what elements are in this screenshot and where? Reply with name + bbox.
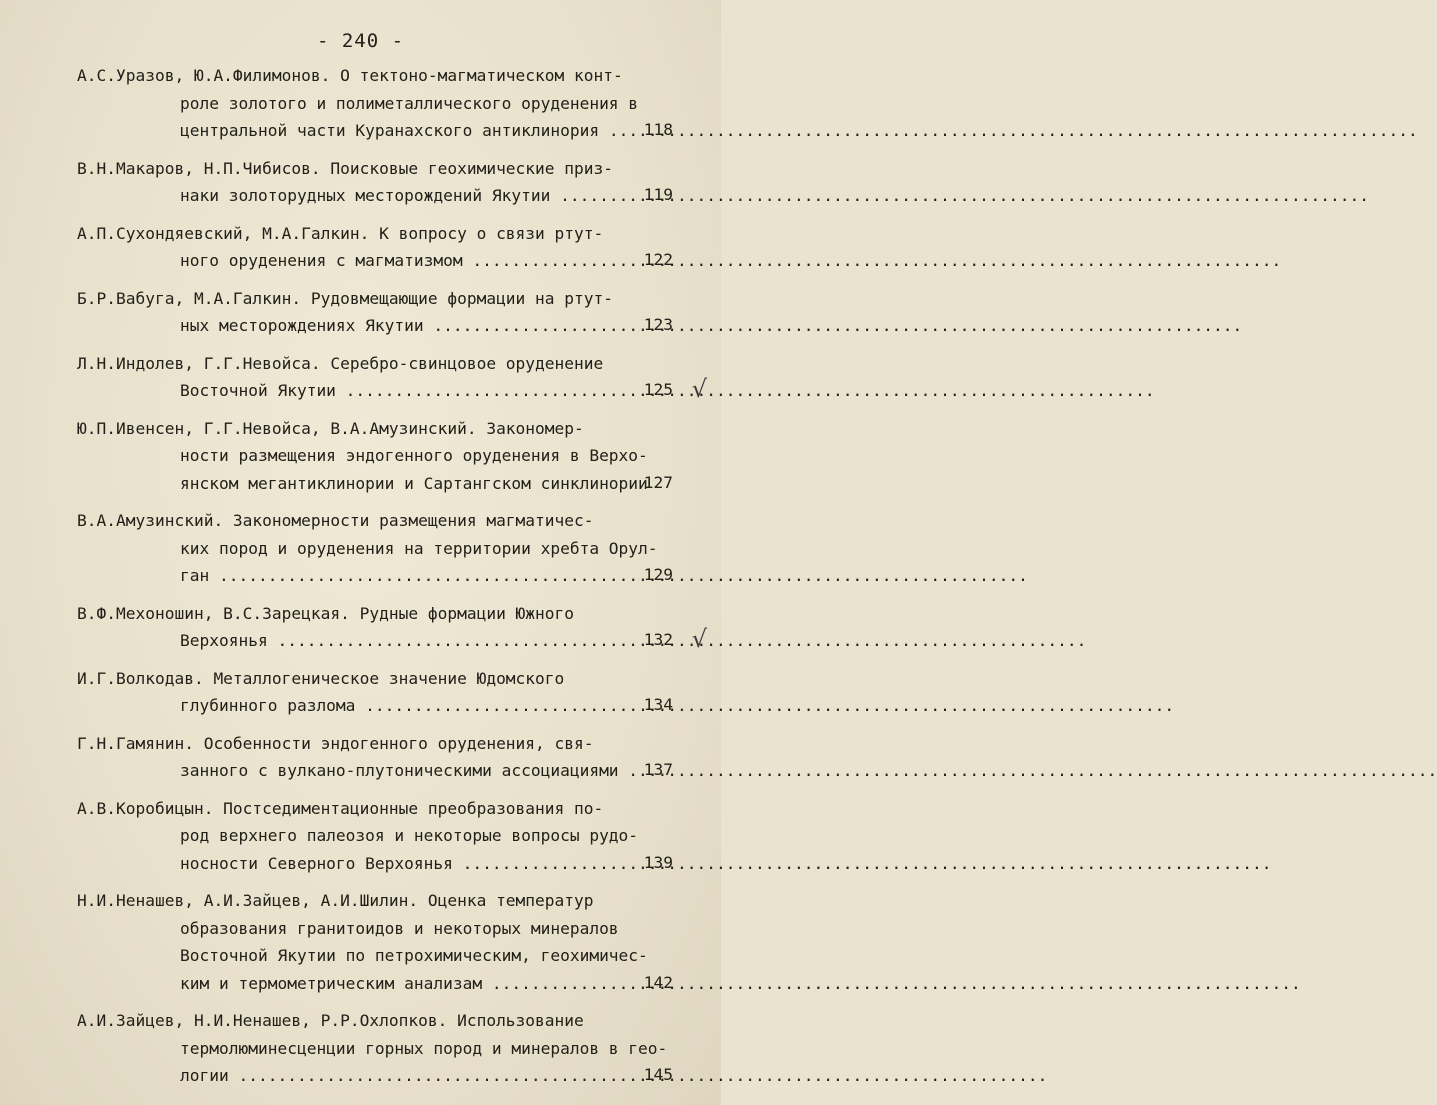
entry-page-number: 145 bbox=[643, 1065, 673, 1084]
entry-line: Г.Н.Гамянин. Особенности эндогенного оруденения, свя- bbox=[77, 733, 594, 753]
entry-page-number: 142 bbox=[643, 972, 673, 992]
entry-page-number: 132 bbox=[643, 630, 673, 649]
entry-line: Н.И.Ненашев, А.И.Зайцев, А.И.Шилин. Оценка температур bbox=[77, 891, 594, 910]
entry-line: Восточной Якутии по петрохимическим, геохимичес- bbox=[180, 946, 648, 965]
entry-page-number: 134 bbox=[643, 695, 673, 714]
handwritten-check-mark: √ bbox=[691, 624, 707, 653]
entry-line-last: Верхоянья ..... bbox=[77, 627, 617, 655]
entry-line-last: логии ..... bbox=[77, 1062, 617, 1090]
entry-line-last: наки золоторудных месторождений Якутии ..... bbox=[77, 182, 617, 210]
entry-page-number: 118 bbox=[643, 120, 673, 139]
toc-entry-3 bbox=[77, 220, 677, 275]
entry-line: ких пород и оруденения на территории хребта Орул- bbox=[180, 538, 658, 558]
entry-line-last: глубинного разлома ..... bbox=[77, 692, 617, 720]
entry-line: род верхнего палеозоя и некоторые вопросы рудо- bbox=[180, 826, 639, 845]
entry-line-last: ных месторождениях Якутии ..... bbox=[77, 312, 617, 340]
entry-page-number: 123 bbox=[643, 315, 673, 334]
toc-entry-12 bbox=[77, 887, 677, 997]
entry-page-number: 125 bbox=[643, 380, 673, 399]
entry-line: образования гранитоидов и некоторых минералов bbox=[180, 918, 619, 938]
toc-entry-4 bbox=[77, 285, 677, 340]
entry-line: Б.Р.Вабуга, М.А.Галкин. Рудовмещающие формации на ртут- bbox=[77, 288, 614, 308]
entry-line: Л.Н.Индолев, Г.Г.Невойса. Серебро-свинцовое оруденение bbox=[77, 353, 604, 373]
toc-entry-1 bbox=[77, 62, 677, 145]
toc-entry-5 bbox=[77, 350, 707, 405]
entry-line: И.Г.Волкодав. Металлогеническое значение Юдомского bbox=[77, 668, 565, 688]
table-of-contents bbox=[77, 62, 707, 1100]
toc-entry-7 bbox=[77, 507, 677, 590]
entry-page-number: 122 bbox=[643, 250, 673, 269]
toc-entry-8 bbox=[77, 600, 707, 655]
entry-line: А.С.Уразов, Ю.А.Филимонов. О тектоно-магматическом конт- bbox=[77, 66, 623, 85]
entry-page-number: 127 bbox=[643, 472, 673, 492]
entry-line: В.А.Амузинский. Закономерности размещения магматичес- bbox=[77, 511, 594, 530]
entry-line: термолюминесценции горных пород и минералов в гео- bbox=[180, 1038, 668, 1058]
entry-line-last: янском мегантиклинории и Сартангском синклинории bbox=[180, 473, 648, 493]
entry-line-last: ного оруденения с магматизмом ..... bbox=[77, 247, 617, 275]
entry-line: ности размещения эндогенного оруденения в Верхо- bbox=[180, 446, 648, 465]
entry-line-last: ган ..... bbox=[77, 562, 617, 590]
toc-entry-10 bbox=[77, 730, 677, 785]
entry-line-last: носности Северного Верхоянья ..... bbox=[77, 850, 617, 878]
entry-line: В.Ф.Мехоношин, В.С.Зарецкая. Рудные формации Южного bbox=[77, 603, 575, 623]
entry-page-number: 139 bbox=[643, 852, 673, 872]
entry-line-last: занного с вулкано-плутоническими ассоциациями ..... bbox=[77, 757, 617, 785]
entry-line: Ю.П.Ивенсен, Г.Г.Невойса, В.А.Амузинский. Закономер- bbox=[77, 418, 584, 438]
entry-line: А.И.Зайцев, Н.И.Ненашев, Р.Р.Охлопков. Использование bbox=[77, 1011, 584, 1030]
entry-line: роле золотого и полиметаллического оруденения в bbox=[180, 93, 639, 113]
entry-page-number: 137 bbox=[643, 760, 673, 779]
toc-entry-6 bbox=[77, 415, 677, 498]
handwritten-check-mark: √ bbox=[691, 374, 707, 403]
entry-line: А.В.Коробицын. Постседиментационные преобразования по- bbox=[77, 798, 604, 818]
toc-entry-9 bbox=[77, 665, 677, 720]
entry-page-number: 119 bbox=[643, 185, 673, 204]
entry-line-last: центральной части Куранахского антиклинория ..... bbox=[77, 117, 617, 145]
toc-entry-13 bbox=[77, 1007, 677, 1090]
toc-entry-2 bbox=[77, 155, 677, 210]
toc-entry-11 bbox=[77, 795, 677, 878]
entry-page-number: 129 bbox=[643, 565, 673, 584]
entry-line-last: Восточной Якутии ..... bbox=[77, 377, 617, 405]
entry-line: А.П.Сухондяевский, М.А.Галкин. К вопросу о связи ртут- bbox=[77, 223, 604, 243]
entry-line-last: ким и термометрическим анализам ..... bbox=[77, 970, 617, 998]
entry-line: В.Н.Макаров, Н.П.Чибисов. Поисковые геохимические приз- bbox=[77, 158, 614, 178]
page-number: - 240 - bbox=[316, 30, 405, 52]
